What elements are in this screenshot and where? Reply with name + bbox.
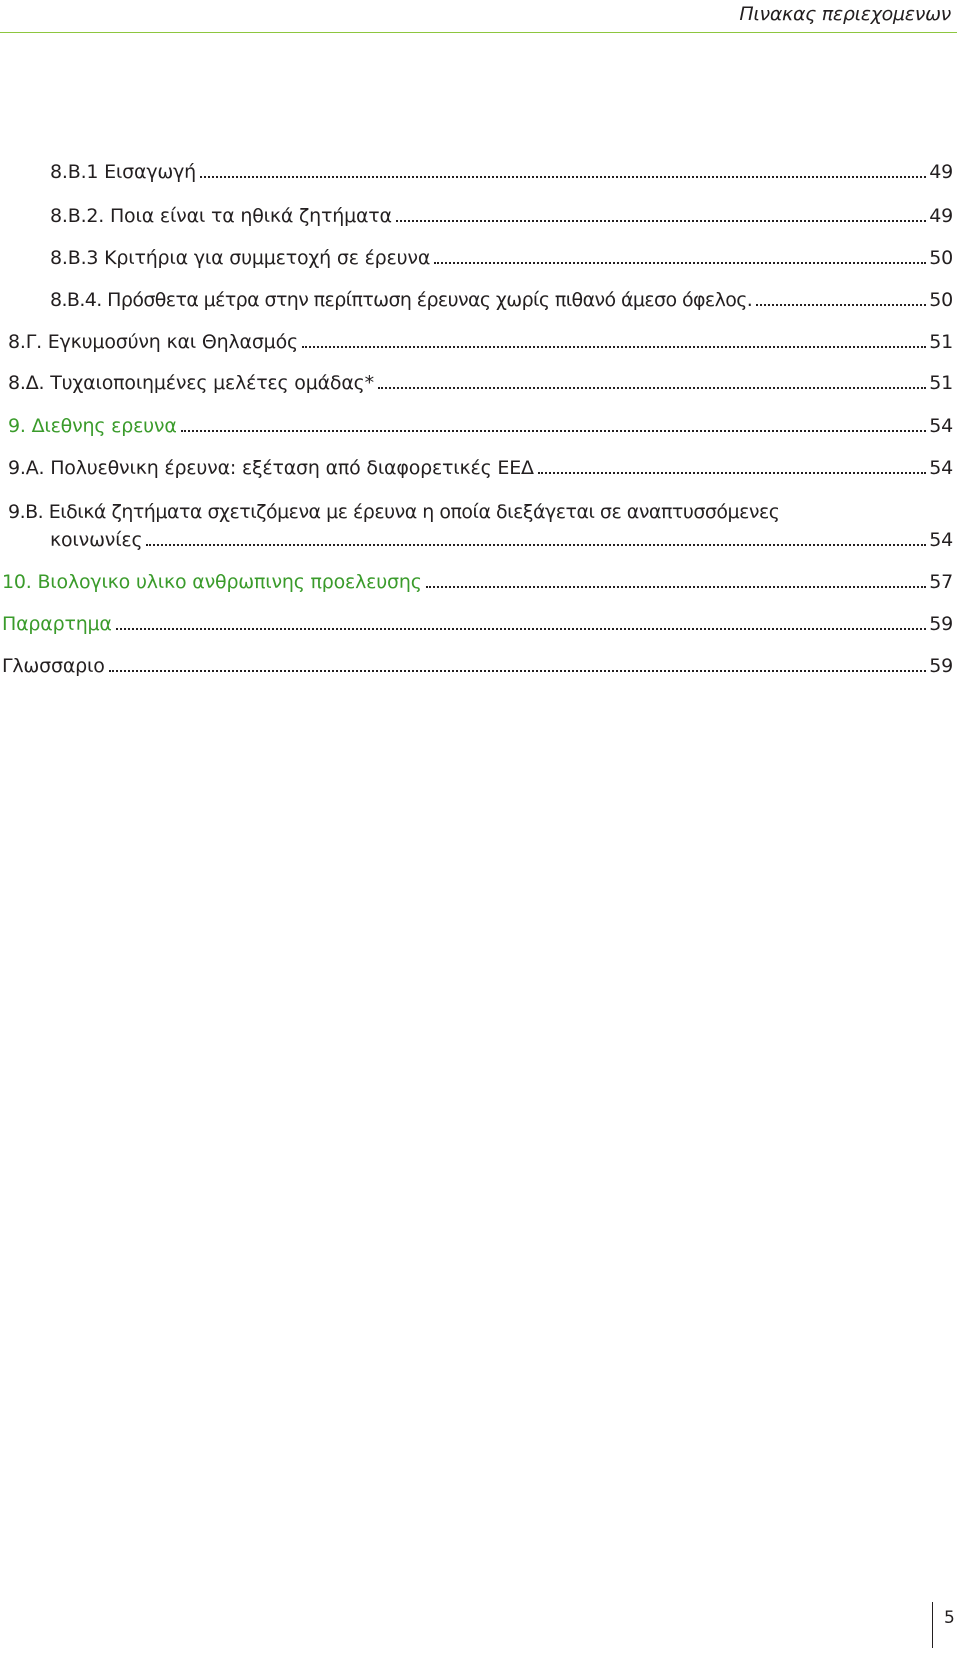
- toc-entry-label: Γλωσσαριο: [2, 655, 105, 677]
- toc-entry-8b2[interactable]: [50, 204, 953, 228]
- toc-entry-10[interactable]: [2, 570, 953, 594]
- dot-leader: [116, 626, 926, 630]
- toc-entry-label-continued: κοινωνίες: [50, 529, 143, 551]
- toc-entry-page: 59: [929, 613, 953, 635]
- toc-entry-label: 8.Β.2. Ποια είναι τα ηθικά ζητήματα: [50, 205, 392, 227]
- toc-entry-page: 51: [929, 331, 953, 353]
- toc-entry-8d[interactable]: [8, 371, 953, 395]
- toc-entry-label: 9.Β. Ειδικά ζητήματα σχετιζόμενα με έρευνα η οποία διεξάγεται σε αναπτυσσόμενες: [8, 501, 780, 523]
- toc-entry-8g[interactable]: [8, 330, 953, 354]
- header-title: Πινακας περιεχομενων: [739, 3, 951, 25]
- toc-entry-page: 59: [929, 655, 953, 677]
- dot-leader: [434, 260, 926, 264]
- toc-entry-page: 54: [929, 415, 953, 437]
- dot-leader: [396, 218, 926, 222]
- dot-leader: [426, 584, 927, 588]
- toc-entry-9b-line1[interactable]: [8, 500, 779, 524]
- toc-entry-page: 50: [929, 289, 953, 311]
- toc-entry-page: 49: [929, 205, 953, 227]
- toc-entry-8b4[interactable]: [50, 288, 953, 312]
- toc-entry-label: 8.Β.1 Εισαγωγή: [50, 161, 196, 183]
- toc-entry-page: 50: [929, 247, 953, 269]
- toc-entry-glossary[interactable]: [2, 654, 953, 678]
- toc-entry-appendix[interactable]: [2, 612, 953, 636]
- toc-entry-label: 10. Βιολογικο υλικο ανθρωπινης προελευσης: [2, 571, 422, 593]
- page-header: [0, 0, 957, 33]
- dot-leader: [538, 470, 926, 474]
- footer-divider: [932, 1602, 933, 1648]
- page-number: 5: [944, 1608, 955, 1628]
- toc-entry-label: 8.Β.3 Κριτήρια για συμμετοχή σε έρευνα: [50, 247, 431, 269]
- dot-leader: [378, 385, 926, 389]
- toc-entry-8b3[interactable]: [50, 246, 953, 270]
- toc-entry-label: 8.Γ. Εγκυμοσύνη και Θηλασμός: [8, 331, 298, 353]
- toc-entry-9[interactable]: [8, 414, 953, 438]
- dot-leader: [302, 344, 926, 348]
- dot-leader: [109, 668, 927, 672]
- toc-entry-label: Παραρτημα: [2, 613, 112, 635]
- toc-entry-page: 54: [929, 529, 953, 551]
- dot-leader: [146, 542, 926, 546]
- toc-entry-label: 8.Β.4. Πρόσθετα μέτρα στην περίπτωση έρευνας χωρίς πιθανό άμεσο όφελος.: [50, 289, 753, 311]
- toc-entry-label: 9.Α. Πολυεθνικη έρευνα: εξέταση από διαφορετικές ΕΕΔ: [8, 457, 534, 479]
- toc-entry-9b-line2[interactable]: [50, 528, 953, 552]
- dot-leader: [200, 174, 926, 178]
- toc-entry-9a[interactable]: [8, 456, 953, 480]
- toc-entry-page: 54: [929, 457, 953, 479]
- toc-entry-label: 8.Δ. Τυχαιοποιημένες μελέτες ομάδας*: [8, 372, 374, 394]
- toc-entry-page: 51: [929, 372, 953, 394]
- dot-leader: [181, 428, 927, 432]
- toc-entry-label: 9. Διεθνης ερευνα: [8, 415, 177, 437]
- toc-entry-8b1[interactable]: [50, 160, 953, 184]
- toc-entry-page: 57: [929, 571, 953, 593]
- dot-leader: [756, 302, 926, 306]
- toc-entry-page: 49: [929, 161, 953, 183]
